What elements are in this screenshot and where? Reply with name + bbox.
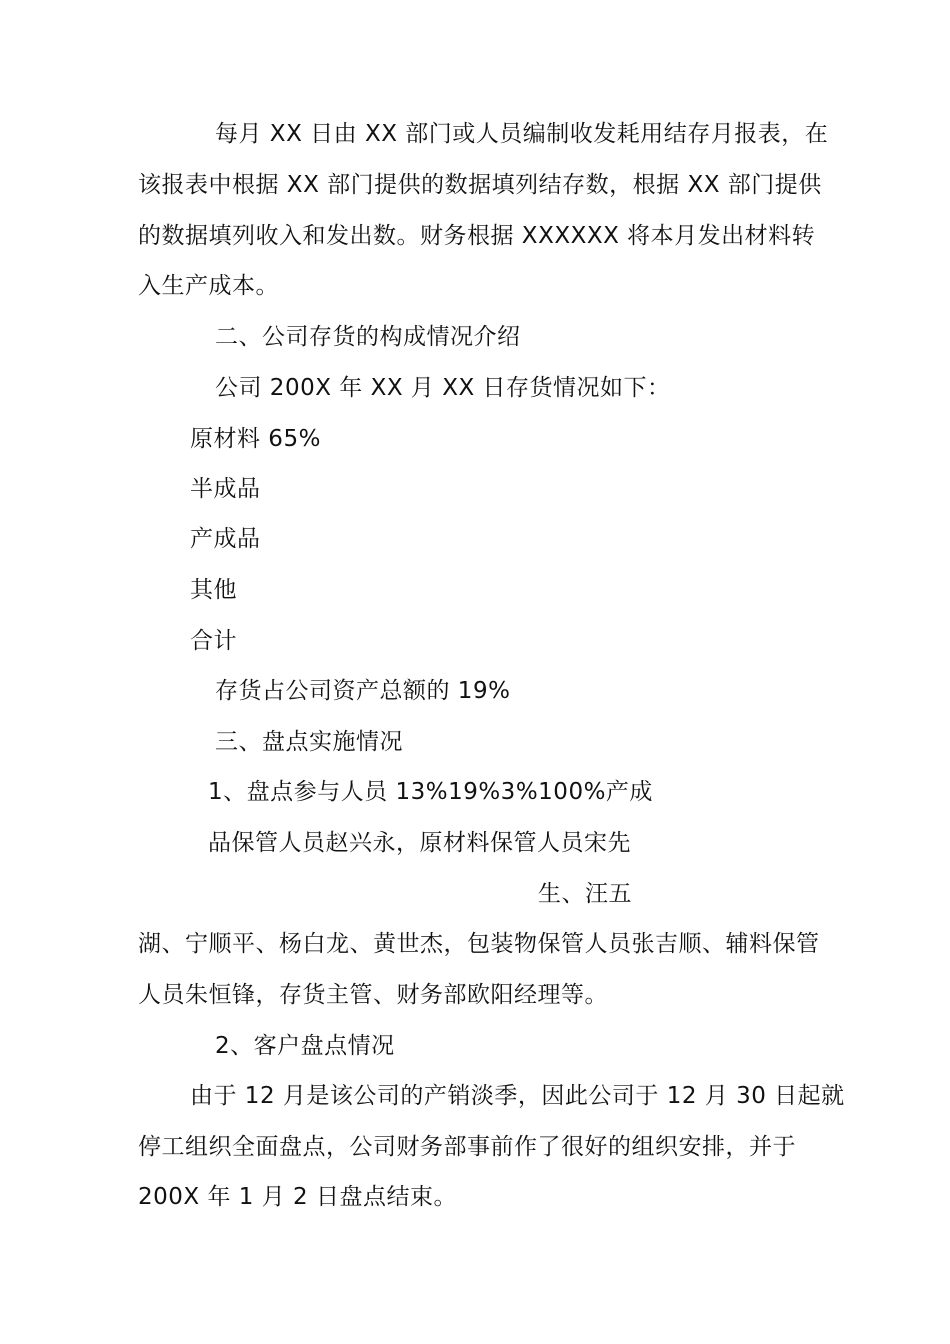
paragraph-line-4: 入生产成本。 [138,273,279,299]
inventory-raw-materials: 原材料 65% [190,426,321,452]
inventory-semi-finished: 半成品 [190,476,261,502]
section-heading-3: 三、盘点实施情况 [215,729,403,755]
paragraph-line-1: 每月 XX 日由 XX 部门或人员编制收发耗用结存月报表，在 [215,121,829,147]
paragraph-line-2: 该报表中根据 XX 部门提供的数据填列结存数，根据 XX 部门提供 [138,172,822,198]
participants-line-3: 生、汪五 [538,881,632,907]
subsection-heading-2: 2、客户盘点情况 [215,1033,395,1059]
counting-paragraph-line-2: 停工组织全面盘点，公司财务部事前作了很好的组织安排，并于 [138,1134,796,1160]
section-heading-2: 二、公司存货的构成情况介绍 [215,324,521,350]
inventory-other: 其他 [190,577,237,603]
counting-paragraph-line-1: 由于 12 月是该公司的产销淡季，因此公司于 12 月 30 日起就 [190,1083,845,1109]
inventory-asset-ratio: 存货占公司资产总额的 19% [215,678,511,704]
inventory-intro-line: 公司 200X 年 XX 月 XX 日存货情况如下： [215,375,671,401]
inventory-total: 合计 [190,628,237,654]
participants-line-4: 湖、宁顺平、杨白龙、黄世杰，包装物保管人员张吉顺、辅料保管 [138,931,820,957]
inventory-finished-goods: 产成品 [190,526,261,552]
counting-paragraph-line-3: 200X 年 1 月 2 日盘点结束。 [138,1184,457,1210]
paragraph-line-3: 的数据填列收入和发出数。财务根据 XXXXXX 将本月发出材料转 [138,223,816,249]
participants-line-2: 品保管人员赵兴永，原材料保管人员宋先 [208,830,631,856]
participants-line-1: 1、盘点参与人员 13%19%3%100%产成 [208,779,653,805]
participants-line-5: 人员朱恒锋，存货主管、财务部欧阳经理等。 [138,982,608,1008]
